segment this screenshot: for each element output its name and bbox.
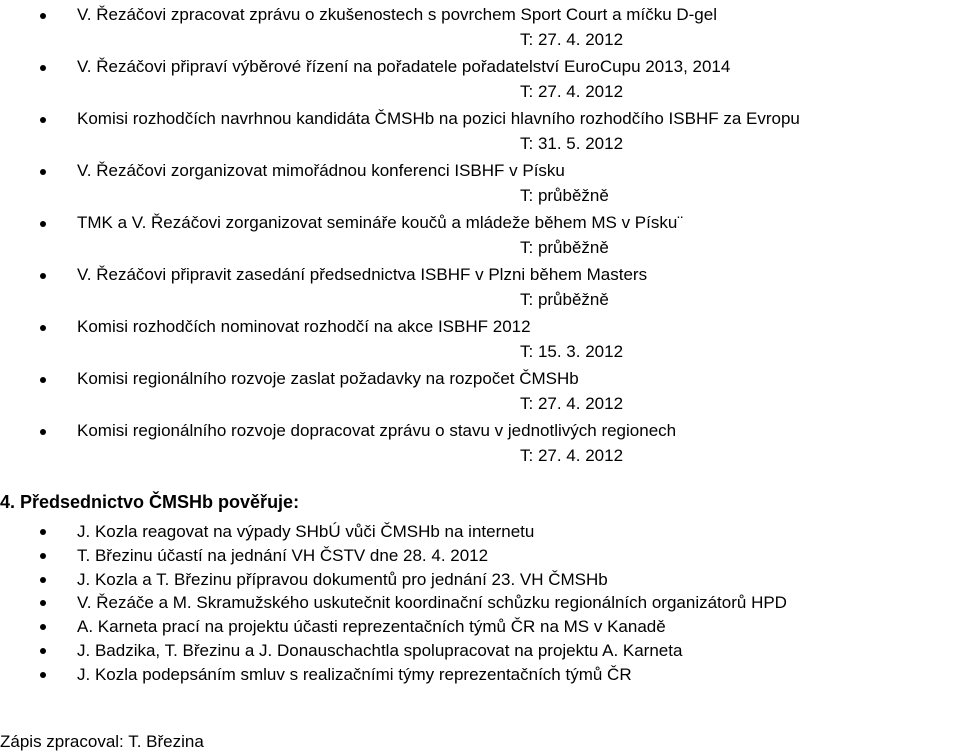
- task-text: V. Řezáčovi připraví výběrové řízení na pořadatele pořadatelství EuroCupu 2013, 2014: [77, 57, 731, 76]
- minutes-author: Zápis zpracoval: T. Březina: [0, 732, 204, 751]
- task-deadline: T: průběžně: [520, 238, 609, 257]
- task-text: V. Řezáčovi zorganizovat mimořádnou konferenci ISBHF v Písku: [77, 161, 565, 180]
- task-deadline: T: 27. 4. 2012: [520, 82, 624, 101]
- mandate-list: [0, 521, 960, 688]
- bullet-icon: [40, 429, 46, 435]
- bullet-icon: [40, 624, 46, 630]
- task-item: [0, 56, 960, 108]
- task-item: [0, 108, 960, 160]
- list-item-text: V. Řezáče a M. Skramužského uskutečnit koordinační schůzku regionálních organizátorů HPD: [77, 593, 787, 613]
- list-item-text: A. Karneta prací na projektu účasti reprezentačních týmů ČR na MS v Kanadě: [77, 617, 666, 637]
- bullet-icon: [40, 553, 46, 559]
- task-item: [0, 316, 960, 368]
- task-text: TMK a V. Řezáčovi zorganizovat semináře koučů a mládeže během MS v Písku¨: [77, 213, 683, 232]
- list-item: [0, 569, 960, 593]
- bullet-icon: [40, 648, 46, 654]
- task-deadline: T: 27. 4. 2012: [520, 446, 624, 465]
- list-item: [0, 545, 960, 569]
- task-text: V. Řezáčovi připravit zasedání předsednictva ISBHF v Plzni během Masters: [77, 265, 648, 284]
- task-item: [0, 4, 960, 56]
- task-item: [0, 160, 960, 212]
- task-text: Komisi regionálního rozvoje zaslat požadavky na rozpočet ČMSHb: [77, 369, 579, 388]
- list-item: [0, 592, 960, 616]
- task-list: [0, 4, 960, 472]
- task-deadline: T: 27. 4. 2012: [520, 30, 624, 49]
- task-text: Komisi regionálního rozvoje dopracovat zprávu o stavu v jednotlivých regionech: [77, 421, 677, 440]
- task-deadline: T: průběžně: [520, 186, 609, 205]
- bullet-icon: [40, 169, 46, 175]
- bullet-icon: [40, 672, 46, 678]
- bullet-icon: [40, 600, 46, 606]
- bullet-icon: [40, 273, 46, 279]
- bullet-icon: [40, 65, 46, 71]
- task-item: [0, 264, 960, 316]
- bullet-icon: [40, 325, 46, 331]
- task-text: Komisi rozhodčích navrhnou kandidáta ČMSHb na pozici hlavního rozhodčího ISBHF za Evropu: [77, 109, 800, 128]
- task-deadline: T: 27. 4. 2012: [520, 394, 624, 413]
- bullet-icon: [40, 377, 46, 383]
- list-item-text: J. Kozla a T. Březinu přípravou dokumentů pro jednání 23. VH ČMSHb: [77, 569, 608, 589]
- bullet-icon: [40, 13, 46, 19]
- task-text: V. Řezáčovi zpracovat zprávu o zkušenostech s povrchem Sport Court a míčku D-gel: [77, 5, 717, 24]
- task-item: [0, 212, 960, 264]
- list-item: [0, 664, 960, 688]
- task-deadline: T: 31. 5. 2012: [520, 134, 624, 153]
- task-deadline: T: 15. 3. 2012: [520, 342, 624, 361]
- task-item: [0, 420, 960, 472]
- list-item-text: J. Kozla podepsáním smluv s realizačními týmy reprezentačních týmů ČR: [77, 664, 632, 684]
- task-deadline: T: průběžně: [520, 290, 609, 309]
- section-heading: 4. Předsednictvo ČMSHb pověřuje:: [0, 492, 300, 512]
- list-item: [0, 640, 960, 664]
- list-item: [0, 521, 960, 545]
- bullet-icon: [40, 577, 46, 583]
- list-item: [0, 616, 960, 640]
- bullet-icon: [40, 529, 46, 535]
- bullet-icon: [40, 221, 46, 227]
- bullet-icon: [40, 117, 46, 123]
- list-item-text: J. Kozla reagovat na výpady SHbÚ vůči ČMSHb na internetu: [77, 522, 535, 541]
- task-text: Komisi rozhodčích nominovat rozhodčí na akce ISBHF 2012: [77, 317, 531, 336]
- list-item-text: T. Březinu účastí na jednání VH ČSTV dne 28. 4. 2012: [77, 545, 489, 565]
- list-item-text: J. Badzika, T. Březinu a J. Donauschachtla spolupracovat na projektu A. Karneta: [77, 640, 683, 660]
- task-item: [0, 368, 960, 420]
